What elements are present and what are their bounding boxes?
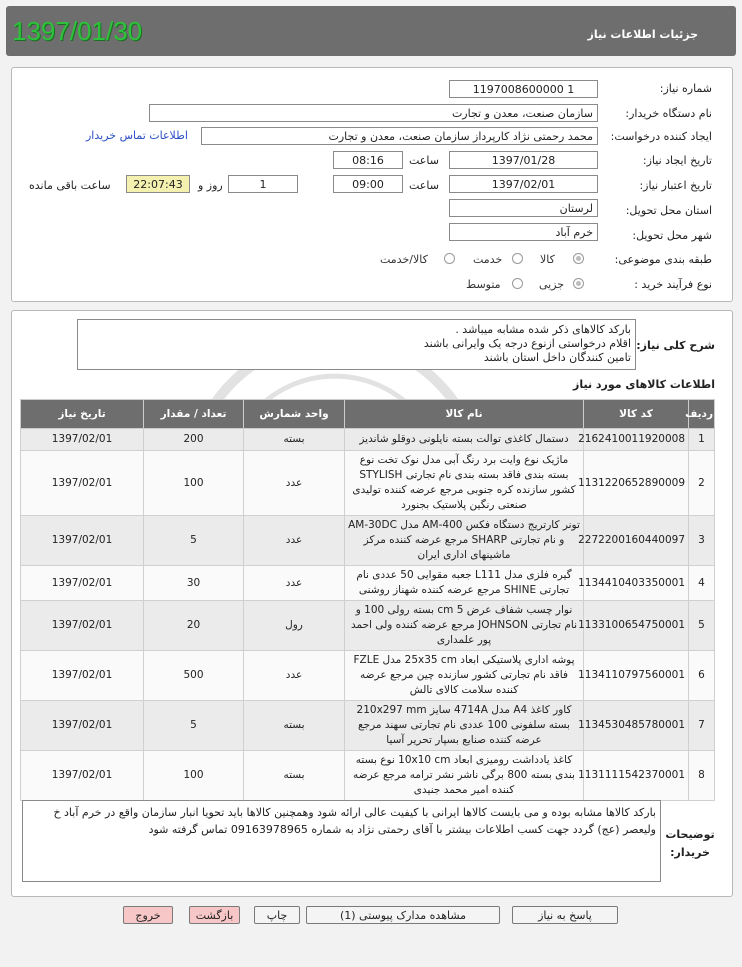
row-number: 6 xyxy=(689,651,715,701)
buyer-org-label: نام دستگاه خریدار: xyxy=(625,107,712,120)
col-header-name: نام کالا xyxy=(345,400,584,429)
exit-button[interactable]: خروج xyxy=(123,906,173,924)
buyer-notes-label-text: توضیحات خریدار: xyxy=(665,828,715,859)
item-code: 2162410011920008 xyxy=(584,429,689,451)
item-date: 1397/02/01 xyxy=(21,601,144,651)
item-code: 1131220652890009 xyxy=(584,451,689,516)
category-option-goods: کالا xyxy=(540,253,555,266)
reply-button[interactable]: پاسخ به نیاز xyxy=(512,906,618,924)
item-qty: 500 xyxy=(144,651,244,701)
buyer-org-field: سازمان صنعت، معدن و تجارت xyxy=(149,104,598,122)
category-radio-goods[interactable] xyxy=(573,253,584,264)
item-date: 1397/02/01 xyxy=(21,451,144,516)
table-row xyxy=(21,516,715,566)
item-unit: بسته xyxy=(244,751,345,801)
table-row xyxy=(21,429,715,451)
table-row xyxy=(21,751,715,801)
created-date-field: 1397/01/28 xyxy=(449,151,598,169)
print-button[interactable]: چاپ xyxy=(254,906,300,924)
category-option-service: خدمت xyxy=(473,253,503,266)
table-row xyxy=(21,651,715,701)
row-number: 2 xyxy=(689,451,715,516)
valid-date-label: تاریخ اعتبار نیاز: xyxy=(639,179,712,192)
item-unit: رول xyxy=(244,601,345,651)
item-name: تونر کارتریج دستگاه فکس AM-400 مدل AM-30DC و نام تجارتی SHARP مرجع عرضه کننده مرکز ماشینهای اداری ایران xyxy=(345,516,584,566)
item-qty: 5 xyxy=(144,516,244,566)
item-name: کاغذ یادداشت رومیزی ابعاد 10x10 cm نوع بسته بندی بسته 800 برگی ناشر نشر ترامه مرجع عرضه کننده امیر محمد جنیدی xyxy=(345,751,584,801)
header-date: 1397/01/30 xyxy=(12,16,143,46)
description-line-2: اقلام درخواستی ازنوع درجه یک وایرانی باشند xyxy=(423,337,631,350)
created-time-label: ساعت xyxy=(409,154,439,167)
item-qty: 100 xyxy=(144,451,244,516)
item-name: گیره فلزی مدل L111 جعبه مقوایی 50 عددی نام تجارتی SHINE مرجع عرضه کننده شهناز روشنی xyxy=(345,566,584,601)
description-line-3: تامین کنندگان داخل استان باشند xyxy=(483,351,631,364)
item-unit: بسته xyxy=(244,701,345,751)
item-date: 1397/02/01 xyxy=(21,651,144,701)
remaining-label: ساعت باقی مانده xyxy=(29,179,111,192)
row-number: 5 xyxy=(689,601,715,651)
description-line-1: بارکد کالاهای ذکر شده مشابه میباشد . xyxy=(455,323,631,336)
table-row xyxy=(21,601,715,651)
city-field: خرم آباد xyxy=(449,223,598,241)
item-qty: 100 xyxy=(144,751,244,801)
buyer-notes-label xyxy=(665,826,715,862)
day-and-label: روز و xyxy=(198,179,223,192)
created-time-field: 08:16 xyxy=(333,151,403,169)
category-radio-goods-service[interactable] xyxy=(444,253,455,264)
item-unit: عدد xyxy=(244,451,345,516)
category-label: طبقه بندی موضوعی: xyxy=(614,253,712,266)
row-number: 8 xyxy=(689,751,715,801)
buyer-notes-textarea[interactable]: بارکد کالاها مشابه بوده و می بایست کالاها ایرانی با کیفیت عالی ارائه شود وهمچنین کالاها باید تحویا انبار سازمان واقع در خرم آباد خ ولیعصر (عج) گردد جهت کسب اطلاعات بیشتر با آقای رحمتی نژاد به شماره 09163978965 تماس گرفته شود xyxy=(22,800,661,882)
process-radio-minor[interactable] xyxy=(573,278,584,289)
table-row xyxy=(21,451,715,516)
description-textarea[interactable] xyxy=(77,319,636,370)
back-button[interactable]: بازگشت xyxy=(189,906,240,924)
item-unit: عدد xyxy=(244,516,345,566)
item-name: پوشه اداری پلاستیکی ابعاد 25x35 cm مدل FZLE فاقد نام تجارتی کشور سازنده چین مرجع عرضه کننده سلامت کالای تالش xyxy=(345,651,584,701)
valid-date-field: 1397/02/01 xyxy=(449,175,598,193)
table-row xyxy=(21,701,715,751)
requester-field: محمد رحمتی نژاد کارپرداز سازمان صنعت، معدن و تجارت xyxy=(201,127,598,145)
item-qty: 30 xyxy=(144,566,244,601)
col-header-row: ردیف xyxy=(689,400,715,429)
items-table xyxy=(20,399,715,801)
page-header xyxy=(6,6,736,56)
province-field: لرستان xyxy=(449,199,598,217)
remaining-time-field: 22:07:43 xyxy=(126,175,190,193)
buyer-contact-link[interactable]: اطلاعات تماس خریدار xyxy=(86,129,188,142)
item-code: 1134410403350001 xyxy=(584,566,689,601)
need-number-label: شماره نیاز: xyxy=(659,82,712,95)
item-qty: 200 xyxy=(144,429,244,451)
table-row xyxy=(21,566,715,601)
item-unit: عدد xyxy=(244,651,345,701)
row-number: 7 xyxy=(689,701,715,751)
category-radio-service[interactable] xyxy=(512,253,523,264)
row-number: 4 xyxy=(689,566,715,601)
page-title: جزئیات اطلاعات نیاز xyxy=(587,28,698,41)
city-label: شهر محل تحویل: xyxy=(632,229,712,242)
process-option-minor: جزیی xyxy=(539,278,565,291)
valid-time-label: ساعت xyxy=(409,179,439,192)
description-label: شرح کلی نیاز: xyxy=(636,339,715,352)
col-header-date: تاریخ نیاز xyxy=(21,400,144,429)
view-attachments-button[interactable]: مشاهده مدارک پیوستی (1) xyxy=(306,906,500,924)
item-code: 1134530485780001 xyxy=(584,701,689,751)
category-option-goods-service: کالا/خدمت xyxy=(380,253,428,266)
col-header-qty: تعداد / مقدار xyxy=(144,400,244,429)
item-qty: 20 xyxy=(144,601,244,651)
col-header-code: کد کالا xyxy=(584,400,689,429)
item-date: 1397/02/01 xyxy=(21,566,144,601)
items-section-title: اطلاعات کالاهای مورد نیاز xyxy=(573,378,715,391)
item-name: ماژیک نوع وایت برد رنگ آبی مدل نوک تخت نوع بسته بندی فاقد بسته بندی نام تجارتی STYLISH کشور سازنده کره جنوبی مرجع عرضه کننده تولیدی صنعتی رنگین پلاستیک بجنورد xyxy=(345,451,584,516)
created-date-label: تاریخ ایجاد نیاز: xyxy=(642,154,712,167)
requester-label: ایجاد کننده درخواست: xyxy=(610,130,712,143)
item-name: نوار چسب شفاف عرض cm 5 بسته رولی 100 و نام تجارتی JOHNSON مرجع عرضه کننده ولی احمد پور علمداری xyxy=(345,601,584,651)
province-label: استان محل تحویل: xyxy=(625,204,712,217)
row-number: 3 xyxy=(689,516,715,566)
item-unit: بسته xyxy=(244,429,345,451)
item-date: 1397/02/01 xyxy=(21,751,144,801)
item-date: 1397/02/01 xyxy=(21,429,144,451)
item-name: دستمال کاغذی توالت بسته نایلونی دوقلو شاندیز xyxy=(345,429,584,451)
item-name: کاور کاغذ A4 مدل 4714A سایز 210x297 mm بسته سلفونی 100 عددی نام تجارتی سهند مرجع عرضه کننده صنایع بسپار تحریر آسیا xyxy=(345,701,584,751)
item-code: 2272200160440097 xyxy=(584,516,689,566)
item-date: 1397/02/01 xyxy=(21,701,144,751)
item-code: 1133100654750001 xyxy=(584,601,689,651)
need-number-field: 1197008600000 1 xyxy=(449,80,598,98)
process-option-medium: متوسط xyxy=(466,278,501,291)
item-code: 1131111542370001 xyxy=(584,751,689,801)
valid-time-field: 09:00 xyxy=(333,175,403,193)
col-header-unit: واحد شمارش xyxy=(244,400,345,429)
process-label: نوع فرآیند خرید : xyxy=(634,278,712,291)
item-code: 1134110797560001 xyxy=(584,651,689,701)
item-qty: 5 xyxy=(144,701,244,751)
row-number: 1 xyxy=(689,429,715,451)
process-radio-medium[interactable] xyxy=(512,278,523,289)
item-date: 1397/02/01 xyxy=(21,516,144,566)
days-field: 1 xyxy=(228,175,298,193)
item-unit: عدد xyxy=(244,566,345,601)
